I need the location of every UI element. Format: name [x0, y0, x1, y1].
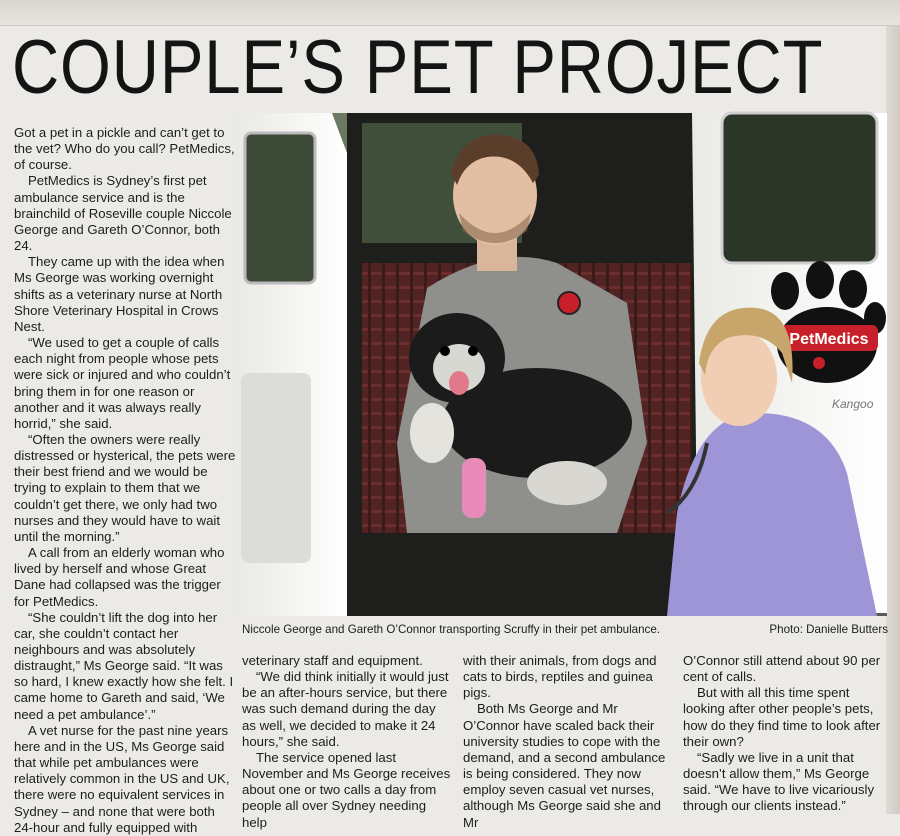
- bandaged-leg: [462, 458, 486, 518]
- article-photo: [237, 113, 887, 616]
- article-paragraph: “We did think initially it would just be an after-hours service, but there was such demand during the day as well, we decided to make it 24 hours,” she said.: [242, 669, 449, 749]
- article-paragraph: A call from an elderly woman who lived by herself and whose Great Dane had collapsed was the trigger for PetMedics.: [14, 545, 225, 609]
- photo-credit: Photo: Danielle Butters: [769, 623, 888, 636]
- headline: COUPLE’S PET PROJECT: [12, 25, 824, 110]
- article-paragraph: Both Ms George and Mr O’Connor have scaled back their university studies to cope with the demand, and a second ambulance is being considered. They now employ seven casual vet nurses, although Ms George said she and Mr: [463, 701, 666, 830]
- article-paragraph: But with all this time spent looking after other people’s pets, how do they find time to look after their own?: [683, 685, 881, 749]
- article-paragraph: PetMedics is Sydney’s first pet ambulance service and is the brainchild of Roseville couple Niccole George and Gareth O’Connor, both 24.: [14, 173, 232, 254]
- article-column-3: [463, 653, 673, 830]
- article-paragraph: O’Connor still attend about 90 per cent of calls.: [683, 653, 881, 685]
- article-paragraph: Got a pet in a pickle and can’t get to the vet? Who do you call? PetMedics, of course.: [14, 125, 235, 173]
- article-paragraph: The service opened last November and Ms George receives about one or two calls a day from people all over Sydney needing help: [242, 749, 451, 830]
- petmedics-logo-text: PetMedics: [789, 331, 869, 348]
- article-paragraph: “Sadly we live in a unit that doesn’t allow them,” Ms George said. “We have to live vicariously through our clients instead.”: [683, 749, 875, 814]
- photo-illustration: [237, 113, 887, 616]
- left-door-panel: [241, 373, 311, 563]
- article-paragraph: with their animals, from dogs and cats to birds, reptiles and guinea pigs.: [463, 653, 657, 701]
- article-paragraph: “We used to get a couple of calls each night from people whose pets were sick or injured and who couldn’t bring them in for one reason or another and it was always really horrid,” she said.: [14, 335, 231, 431]
- article-column-4: [683, 653, 893, 813]
- article-paragraph: “Often the owners were really distressed or hysterical, the pets were their best friend and we would be trying to explain to them that we couldn’t get there, we only had two nurses and they would have to wait until the morning.”: [14, 431, 236, 544]
- article-paragraph: veterinary staff and equipment.: [242, 653, 423, 668]
- left-door-window: [245, 133, 315, 283]
- side-window: [722, 113, 877, 263]
- article-paragraph: “She couldn’t lift the dog into her car, she couldn’t contact her neighbours and was absolutely distraught,” Ms George said. “It was so hard, I knew exactly how she felt. I came home to Gareth and said, ‘We need a pet ambulance’.”: [14, 609, 234, 722]
- article-column-2: [242, 653, 452, 830]
- article-column-1: [14, 125, 236, 835]
- photo-caption: [242, 621, 888, 639]
- article-paragraph: They came up with the idea when Ms George was working overnight shifts as a veterinary nurse at North Shore Veterinary Hospital in Crows Nest.: [14, 254, 225, 334]
- van-badge: Kangoo: [832, 397, 874, 411]
- article-paragraph: A vet nurse for the past nine years here and in the US, Ms George said that while pet ambulances were relatively common in the US and UK, there were no equivalent services in Sydney – and none that were both 24-hour and fully equipped with: [14, 722, 230, 835]
- shirt-paw-logo: [558, 292, 580, 314]
- caption-text: Niccole George and Gareth O’Connor transporting Scruffy in their pet ambulance.: [242, 623, 661, 636]
